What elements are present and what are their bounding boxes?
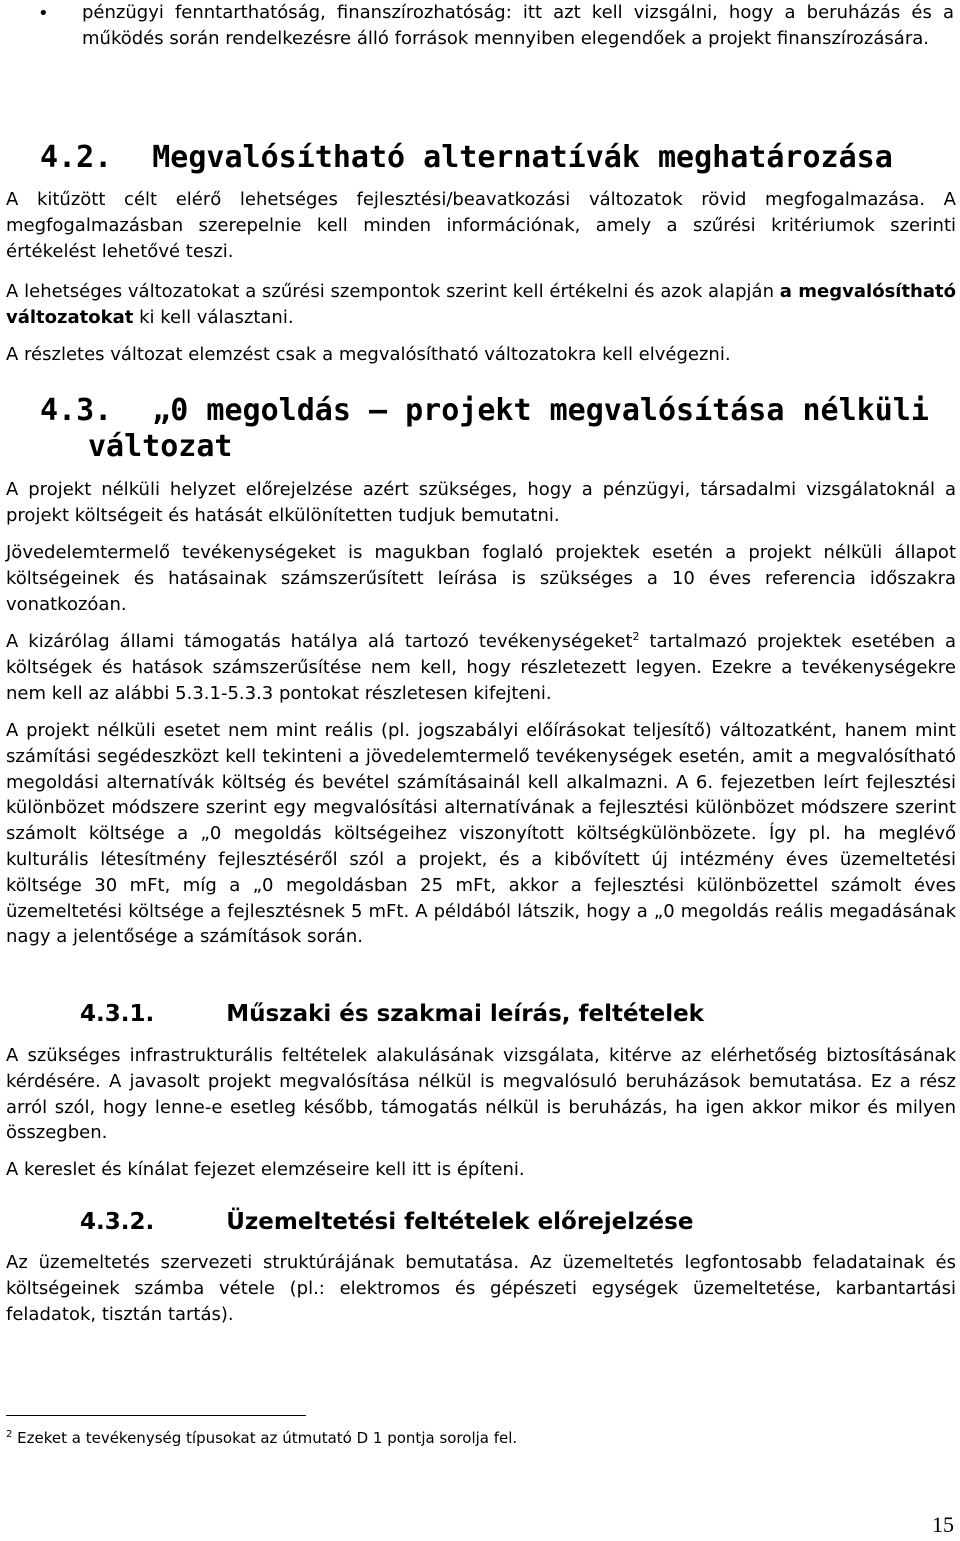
section-title: Megvalósítható alternatívák meghatározása <box>152 140 893 175</box>
paragraph: A projekt nélküli helyzet előrejelzése azért szükséges, hogy a pénzügyi, társadalmi vizsgálatoknál a projekt költségeit és hatását elkülönítetten tudjuk bemutatni. <box>6 479 956 526</box>
section-number: 4.3.2. <box>80 1209 155 1235</box>
paragraph: A részletes változat elemzést csak a megvalósítható változatokra kell elvégezni. <box>6 344 731 365</box>
section-number: 4.3.1. <box>80 1001 155 1027</box>
footnote-ref: 2 <box>632 630 640 643</box>
paragraph: A lehetséges változatokat a szűrési szempontok szerint kell értékelni és azok alapján a megvalósítható változatokat ki kell választani. <box>6 281 956 328</box>
footnote <box>6 1428 517 1448</box>
paragraph: A kizárólag állami támogatás hatálya alá tartozó tevékenységeket$^2$ tartalmazó projektek esetében a költségek és hatások számszerűsítése nem kell, hogy részletezett legyen. Ezekre a tevékenységekre nem kell az alábbi 5.3.1-5.3.3 pontokat részletesen kifejteni. <box>6 630 956 704</box>
footnote-separator <box>6 1415 306 1416</box>
paragraph: A szükséges infrastrukturális feltételek alakulásának vizsgálata, kitérve az elérhetőség biztosításának kérdésére. A javasolt projekt megvalósítása nélkül is megvalósuló beruházások bemutatása. Ez a rész arról szól, hogy lenne-e esetleg később, támogatás nélkül is beruházás, ha igen akkor mikor és milyen összegben. <box>6 1045 956 1144</box>
section-heading-4-3-cont <box>88 429 233 465</box>
paragraph: Az üzemeltetés szervezeti struktúrájának bemutatása. Az üzemeltetés legfontosabb feladatainak és költségeinek számba vétele (pl.: elektromos és gépészeti egységek üzemeltetése, karbantartási feladatok, tisztán tartás). <box>6 1252 956 1325</box>
paragraph: Jövedelemtermelő tevékenységeket is magukban foglaló projektek esetén a projekt nélküli állapot költségeinek és hatásainak számszerűsített leírása is szükséges a 10 éves referencia időszakra vonatkozóan. <box>6 542 956 615</box>
bullet-glyph: • <box>38 3 49 24</box>
page-number: 15 <box>932 1512 954 1537</box>
paragraph: A kitűzött célt elérő lehetséges fejlesztési/beavatkozási változatok rövid megfogalmazása. A megfogalmazásban szerepelnie kell minden információnak, amely a szűrési kritériumok szerinti értékelést lehetővé teszi. <box>6 189 956 262</box>
section-title-cont: változat <box>88 429 233 464</box>
section-heading-4-2 <box>40 140 893 176</box>
footnote-marker: 2 <box>6 1429 13 1440</box>
section-heading-4-3 <box>40 393 929 429</box>
bullet-item <box>0 0 960 80</box>
section-number: 4.2. <box>40 140 113 175</box>
paragraph: A kereslet és kínálat fejezet elemzéseire kell itt is építeni. <box>6 1159 525 1180</box>
section-title: „0 megoldás – projekt megvalósítása nélküli <box>152 393 929 428</box>
section-number: 4.3. <box>40 393 113 428</box>
bold-phrase: a megvalósítható változatokat <box>6 281 956 328</box>
section-heading-4-3-1 <box>80 1000 704 1028</box>
section-title: Műszaki és szakmai leírás, feltételek <box>226 1001 704 1027</box>
paragraph: A projekt nélküli esetet nem mint reális (pl. jogszabályi előírásokat teljesítő) változatként, hanem mint számítási segédeszközt kell tekinteni a jövedelemtermelő tevékenységek esetén, amit a megvalósítható megoldási alternatívák költség és bevétel számításainál kell alkalmazni. A 6. fejezetben leírt fejlesztési különbözet módszere szerint egy megvalósítási alternatívának a fejlesztési különbözet módszere szerint számolt költsége a „0 megoldás költségeihez viszonyított költségkülönbözete. Így pl. ha meglévő kulturális létesítmény fejlesztéséről szól a projekt, és a kibővített új intézmény éves üzemeltetési költsége 30 mFt, míg a „0 megoldásban 25 mFt, akkor a fejlesztési különbözettel számolt éves üzemeltetési költsége a fejlesztésnek 5 mFt. A példából látszik, hogy a „0 megoldás reális megadásának nagy a jelentősége a számítások során. <box>6 720 956 948</box>
bullet-text: pénzügyi fenntarthatóság, finanszírozhatóság: itt azt kell vizsgálni, hogy a beruházás és a működés során rendelkezésre álló források mennyiben elegendőek a projekt finanszírozására. <box>82 2 954 49</box>
footnote-text: Ezeket a tevékenység típusokat az útmutató D 1 pontja sorolja fel. <box>12 1429 518 1447</box>
section-heading-4-3-2 <box>80 1208 693 1236</box>
section-title: Üzemeltetési feltételek előrejelzése <box>226 1209 694 1235</box>
